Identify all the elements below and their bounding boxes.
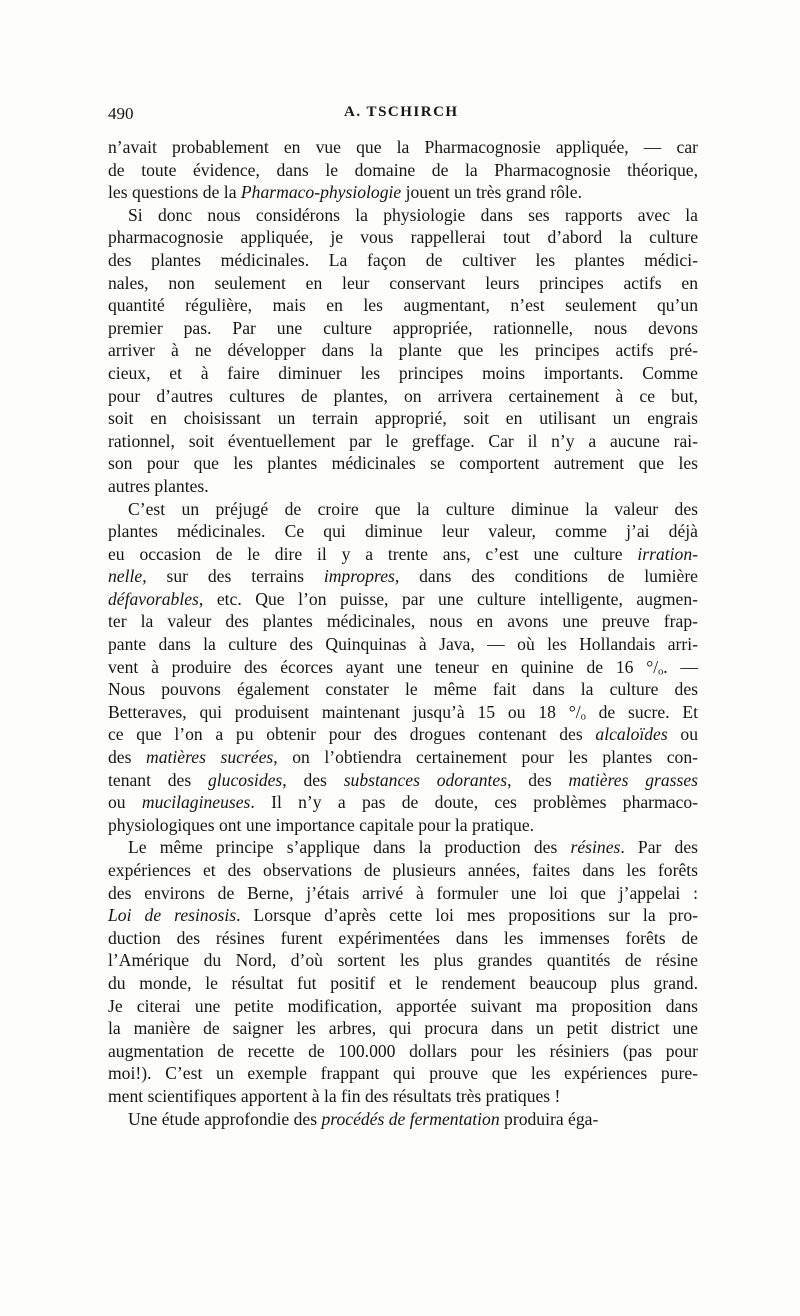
text-span: pour d’autres cultures de plantes, on arrivera certainement à ce but, (108, 385, 698, 406)
text-span: produira éga- (499, 1108, 599, 1129)
text-span: des environs de Berne, j’étais arrivé à formuler une loi que j’appelai : (108, 882, 698, 903)
text-line (108, 791, 698, 814)
italic-span: irration- (637, 543, 698, 564)
text-line (108, 678, 698, 701)
text-span: des plantes médicinales. La façon de cultiver les plantes médici- (108, 249, 698, 270)
text-line (108, 249, 698, 272)
text-line (108, 836, 698, 859)
text-span: Si donc nous considérons la physiologie dans ses rapports avec la (128, 204, 698, 225)
body-text (108, 136, 698, 1130)
italic-span: matières grasses (568, 769, 698, 790)
text-span: , sur des terrains (142, 566, 324, 587)
text-line (108, 859, 698, 882)
text-line (108, 723, 698, 746)
text-line (108, 498, 698, 521)
text-line (108, 362, 698, 385)
text-span: les questions de la (108, 182, 241, 203)
text-span: autres plantes. (108, 475, 209, 496)
text-line (108, 882, 698, 905)
italic-span: Loi de resinosis (108, 905, 237, 926)
text-span: de toute évidence, dans le domaine de la Pharmacognosie théorique, (108, 159, 698, 180)
text-span: n’avait probablement en vue que la Pharmacognosie appliquée, — car (108, 137, 698, 157)
italic-span: mucilagineuses (141, 792, 251, 813)
italic-span: substances odorantes (343, 769, 508, 790)
text-span: jouent un très grand rôle. (401, 182, 582, 203)
text-line (108, 136, 698, 159)
text-span: Une étude approfondie des (128, 1108, 322, 1129)
italic-span: matières sucrées (146, 747, 274, 768)
text-span: tenant des (108, 769, 208, 790)
text-span: . Il n’y a pas de doute, ces problèmes pharmaco- (250, 792, 699, 813)
text-line (108, 543, 698, 566)
italic-span: Pharmaco-physiologie (240, 182, 402, 203)
text-span: quantité régulière, mais en les augmentant, n’est seulement qu’un (108, 295, 698, 316)
text-span: rationnel, soit éventuellement par le greffage. Car il n’y a aucune rai- (108, 430, 698, 451)
text-line (108, 226, 698, 249)
text-line (108, 949, 698, 972)
text-line (108, 317, 698, 340)
text-line (108, 1017, 698, 1040)
text-line (108, 272, 698, 295)
page-header (108, 104, 698, 130)
text-span: augmentation de recette de 100.000 dollars pour les résiniers (pas pour (108, 1040, 698, 1061)
text-span: duction des résines furent expérimentées dans les immenses forêts de (108, 927, 698, 948)
text-line (108, 610, 698, 633)
text-line (108, 475, 698, 498)
text-span: physiologiques ont une importance capitale pour la pratique. (108, 814, 535, 835)
text-line (108, 1108, 698, 1131)
text-span: ter la valeur des plantes médicinales, nous en avons une preuve frap- (108, 611, 698, 632)
text-line (108, 633, 698, 656)
text-span: C’est un préjugé de croire que la culture diminue la valeur des (128, 498, 698, 519)
text-line (108, 904, 698, 927)
text-line (108, 972, 698, 995)
text-line (108, 656, 698, 679)
text-span: ou (108, 792, 142, 813)
text-line (108, 1040, 698, 1063)
text-span: premier pas. Par une culture appropriée, rationnelle, nous devons (108, 317, 698, 338)
text-span: Le même principe s’applique dans la production des (128, 837, 571, 858)
text-line (108, 995, 698, 1018)
running-title: A. TSCHIRCH (344, 104, 459, 120)
text-span: nales, non seulement en leur conservant leurs principes actifs en (108, 272, 698, 293)
text-line (108, 159, 698, 182)
text-span: , dans des conditions de lumière (394, 566, 698, 587)
text-span: son pour que les plantes médicinales se comportent autrement que les (108, 453, 698, 474)
text-span: Je citerai une petite modification, apportée suivant ma proposition dans (108, 995, 698, 1016)
text-line (108, 430, 698, 453)
text-line (108, 385, 698, 408)
text-span: Betteraves, qui produisent maintenant jusqu’à 15 ou 18 °/ₒ de sucre. Et (108, 701, 698, 722)
text-line (108, 746, 698, 769)
text-span: pante dans la culture des Quinquinas à Java, — où les Hollandais arri- (108, 634, 698, 655)
text-line (108, 769, 698, 792)
italic-span: alcaloïdes (595, 724, 668, 745)
text-span: . Lorsque d’après cette loi mes propositions sur la pro- (236, 905, 698, 926)
text-span: ment scientifiques apportent à la fin des résultats très pratiques ! (108, 1085, 561, 1106)
text-span: , des (507, 769, 569, 790)
text-span: soit en choisissant un terrain approprié, soit en utilisant un engrais (108, 408, 698, 429)
italic-span: impropres (323, 566, 395, 587)
text-span: arriver à ne développer dans la plante que les principes actifs pré- (108, 340, 698, 361)
text-span: eu occasion de le dire il y a trente ans, c’est une culture (108, 543, 638, 564)
page-number: 490 (108, 104, 134, 123)
italic-span: nelle (108, 566, 143, 587)
text-span: pharmacognosie appliquée, je vous rappellerai tout d’abord la culture (108, 227, 698, 248)
text-span: moi!). C’est un exemple frappant qui prouve que les expériences pure- (108, 1063, 698, 1084)
text-line (108, 1085, 698, 1108)
text-line (108, 588, 698, 611)
text-line (108, 565, 698, 588)
text-line (108, 1062, 698, 1085)
text-line (108, 452, 698, 475)
text-line (108, 181, 698, 204)
italic-span: défavorables (108, 588, 199, 609)
text-span: ce que l’on a pu obtenir pour des drogues contenant des (108, 724, 596, 745)
text-span: cieux, et à faire diminuer les principes moins importants. Comme (108, 362, 698, 383)
text-line (108, 339, 698, 362)
text-line (108, 407, 698, 430)
text-span: , on l’obtiendra certainement pour les plantes con- (273, 747, 698, 768)
text-span: vent à produire des écorces ayant une teneur en quinine de 16 °/ₒ. — (108, 656, 698, 677)
italic-span: procédés de fermentation (321, 1108, 500, 1129)
text-line (108, 294, 698, 317)
text-span: , etc. Que l’on puisse, par une culture intelligente, augmen- (198, 588, 698, 609)
text-span: l’Amérique du Nord, d’où sortent les plus grandes quantités de résine (108, 950, 698, 971)
text-span: ou (667, 724, 698, 745)
text-span: du monde, le résultat fut positif et le rendement beaucoup plus grand. (108, 972, 698, 993)
text-span: Nous pouvons également constater le même fait dans la culture des (108, 679, 698, 700)
text-span: des (108, 747, 146, 768)
text-span: expériences et des observations de plusieurs années, faites dans les forêts (108, 860, 698, 880)
text-line (108, 204, 698, 227)
text-span: la manière de saigner les arbres, qui procura dans un petit district une (108, 1018, 698, 1039)
text-line (108, 701, 698, 724)
text-line (108, 814, 698, 837)
text-span: . Par des (620, 837, 698, 858)
text-line (108, 927, 698, 950)
italic-span: glucosides (208, 769, 283, 790)
text-span: plantes médicinales. Ce qui diminue leur valeur, comme j’ai déjà (108, 521, 698, 542)
text-span: , des (282, 769, 344, 790)
italic-span: résines (570, 837, 621, 858)
text-line (108, 520, 698, 543)
